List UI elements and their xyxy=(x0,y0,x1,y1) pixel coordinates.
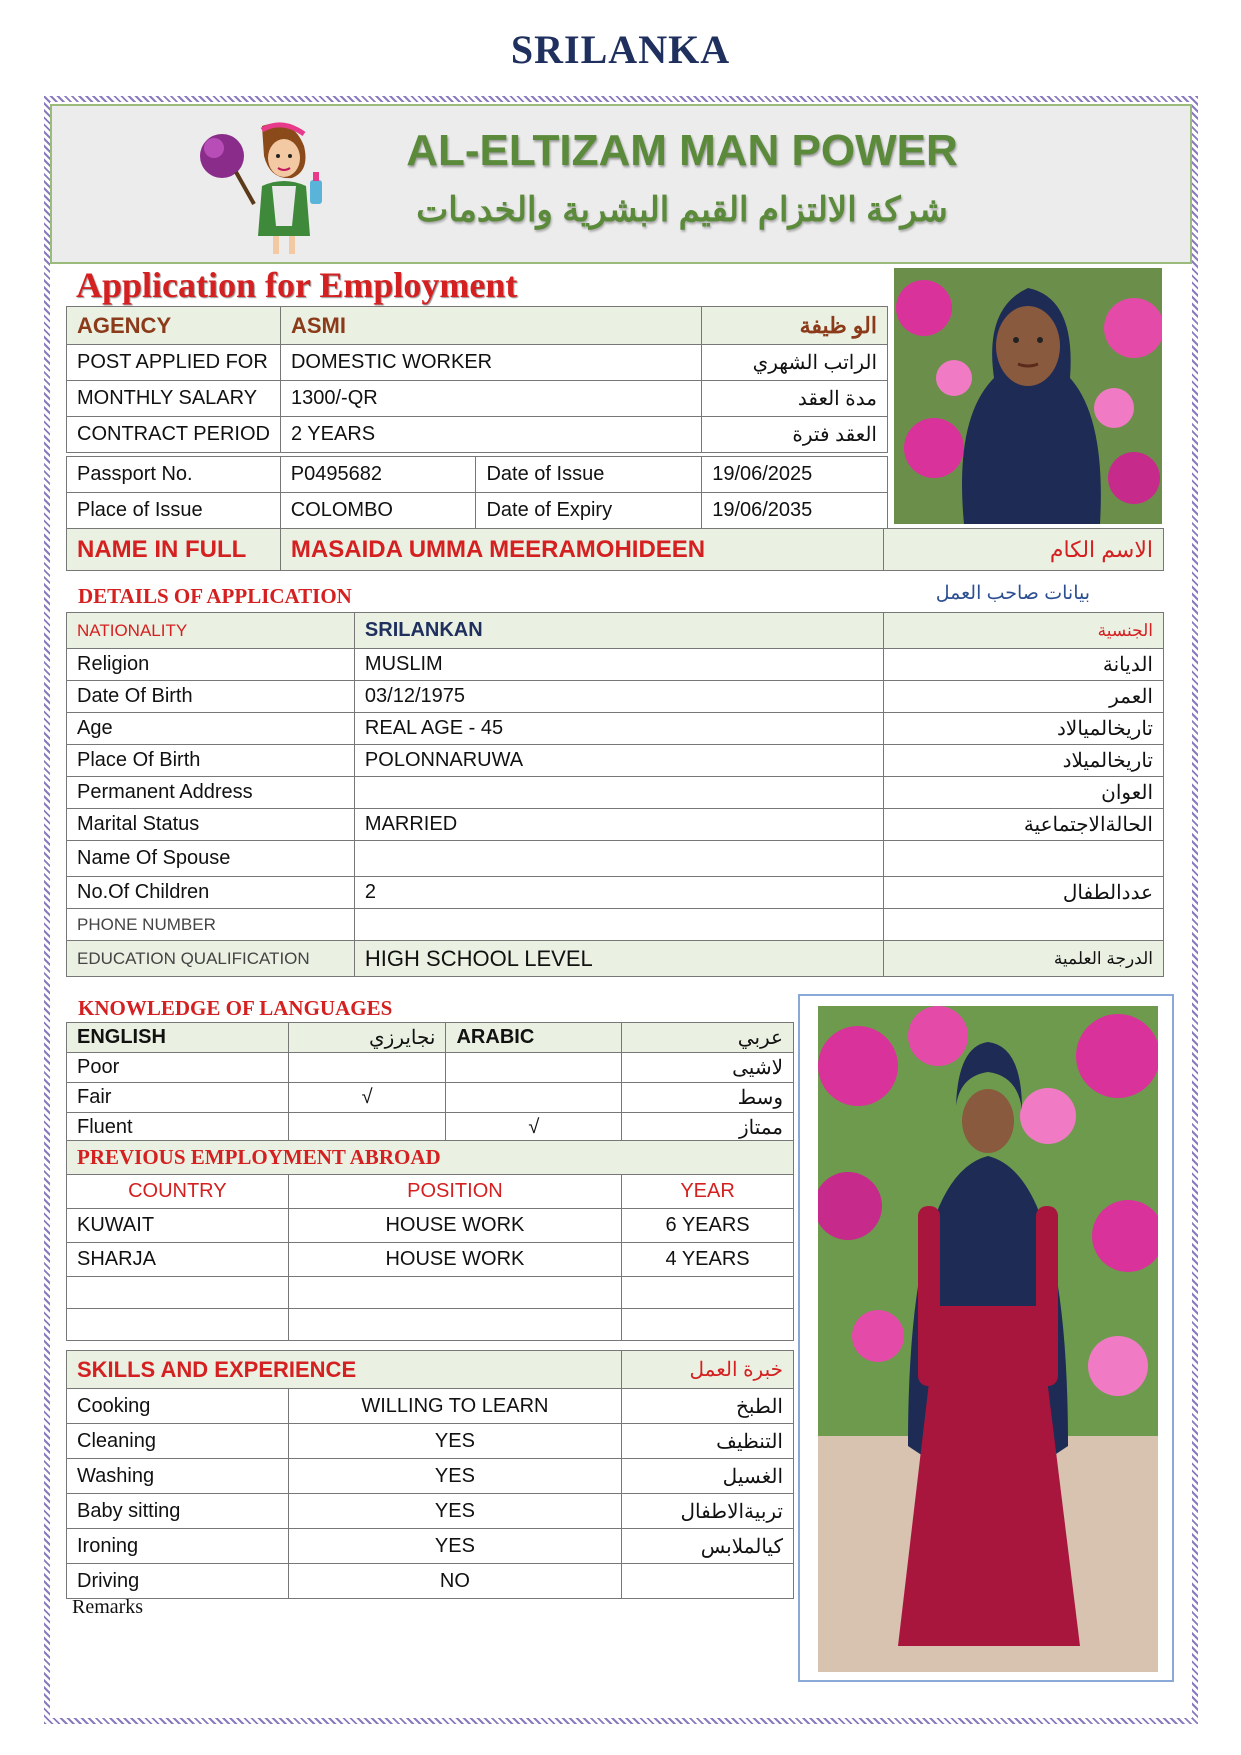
detail-label-arabic xyxy=(884,909,1164,941)
level-label-arabic: ممتاز xyxy=(622,1113,794,1143)
job-table xyxy=(66,306,888,453)
detail-value: MARRIED xyxy=(354,809,883,841)
issue-date-value: 19/06/2025 xyxy=(702,457,888,493)
skill-value: YES xyxy=(288,1529,622,1564)
table-row xyxy=(67,381,888,417)
detail-label: NATIONALITY xyxy=(67,613,355,649)
detail-label-arabic: تاريخالميالاد xyxy=(884,713,1164,745)
year-header: YEAR xyxy=(622,1175,794,1209)
table-row xyxy=(67,1564,794,1599)
employment-position xyxy=(288,1277,621,1309)
table-row xyxy=(67,1023,794,1053)
detail-label: Name Of Spouse xyxy=(67,841,355,877)
remarks-label: Remarks xyxy=(72,1596,144,1618)
skills-table xyxy=(66,1350,794,1599)
company-name-english: AL-ELTIZAM MAN POWER xyxy=(406,126,958,175)
skill-label-arabic: التنظيف xyxy=(622,1424,794,1459)
table-row xyxy=(67,841,1164,877)
job-label: MONTHLY SALARY xyxy=(67,381,281,417)
table-row xyxy=(67,1351,794,1389)
employment-position xyxy=(288,1309,621,1341)
table-row xyxy=(67,1389,794,1424)
passport-no-value: P0495682 xyxy=(280,457,476,493)
detail-value xyxy=(354,909,883,941)
detail-label: Religion xyxy=(67,649,355,681)
job-value: DOMESTIC WORKER xyxy=(280,345,701,381)
skill-label-arabic: الغسيل xyxy=(622,1459,794,1494)
detail-value: 2 xyxy=(354,877,883,909)
place-of-issue-value: COLOMBO xyxy=(280,493,476,529)
table-row xyxy=(67,1243,794,1277)
detail-label-arabic: الحالةالاجتماعية xyxy=(884,809,1164,841)
application-title: Application for Employment xyxy=(76,265,518,305)
employment-country xyxy=(67,1277,289,1309)
languages-section-title: KNOWLEDGE OF LANGUAGES xyxy=(78,996,393,1020)
details-section-title-arabic: بيانات صاحب العمل xyxy=(935,583,1090,604)
job-label-arabic: مدة العقد xyxy=(702,381,888,417)
detail-label-arabic: العوان xyxy=(884,777,1164,809)
job-label-arabic: الو ظيفة xyxy=(702,307,888,345)
table-row xyxy=(67,417,888,453)
skill-label-arabic: تربيةالاطفال xyxy=(622,1494,794,1529)
table-row xyxy=(67,1209,794,1243)
country-header: COUNTRY xyxy=(67,1175,289,1209)
english-header: ENGLISH xyxy=(67,1023,289,1053)
job-value: ASMI xyxy=(280,307,701,345)
job-value: 2 YEARS xyxy=(280,417,701,453)
table-row xyxy=(67,777,1164,809)
issue-date-label: Date of Issue xyxy=(476,457,702,493)
employment-position: HOUSE WORK xyxy=(288,1209,621,1243)
job-label: AGENCY xyxy=(67,307,281,345)
table-row xyxy=(67,681,1164,713)
applicant-full-body-photo xyxy=(818,1006,1158,1672)
employment-table xyxy=(66,1140,794,1341)
table-row xyxy=(67,1309,794,1341)
detail-label-arabic: تاريخالميلاد xyxy=(884,745,1164,777)
detail-value: REAL AGE - 45 xyxy=(354,713,883,745)
table-row xyxy=(67,493,888,529)
detail-label: Place Of Birth xyxy=(67,745,355,777)
detail-label-arabic xyxy=(884,841,1164,877)
job-label-arabic: العقد فترة xyxy=(702,417,888,453)
skill-value: YES xyxy=(288,1494,622,1529)
level-label: Fluent xyxy=(67,1113,289,1143)
detail-label-arabic: العمر xyxy=(884,681,1164,713)
table-row xyxy=(67,649,1164,681)
table-row xyxy=(67,877,1164,909)
employment-year: 4 YEARS xyxy=(622,1243,794,1277)
english-header-arabic: نجايرزي xyxy=(288,1023,446,1053)
level-label: Fair xyxy=(67,1083,289,1113)
skills-section-title-arabic: خبرة العمل xyxy=(622,1351,794,1389)
detail-label-arabic: الدرجة العلمية xyxy=(884,941,1164,977)
detail-label-arabic: الديانة xyxy=(884,649,1164,681)
skill-label: Cooking xyxy=(67,1389,289,1424)
english-mark xyxy=(288,1053,446,1083)
job-label: CONTRACT PERIOD xyxy=(67,417,281,453)
employment-position: HOUSE WORK xyxy=(288,1243,621,1277)
company-banner xyxy=(50,104,1192,264)
detail-value: HIGH SCHOOL LEVEL xyxy=(354,941,883,977)
employment-country xyxy=(67,1309,289,1341)
full-name-label-arabic: الاسم الكام xyxy=(884,529,1164,571)
level-label-arabic: وسط xyxy=(622,1083,794,1113)
detail-value xyxy=(354,777,883,809)
detail-label: Age xyxy=(67,713,355,745)
expiry-date-value: 19/06/2035 xyxy=(702,493,888,529)
skill-label: Ironing xyxy=(67,1529,289,1564)
level-label-arabic: لاشيى xyxy=(622,1053,794,1083)
skill-label-arabic: كيالملابس xyxy=(622,1529,794,1564)
detail-value: MUSLIM xyxy=(354,649,883,681)
passport-table xyxy=(66,456,888,529)
detail-label: Date Of Birth xyxy=(67,681,355,713)
table-row xyxy=(67,1494,794,1529)
applicant-portrait-photo xyxy=(894,268,1162,524)
place-of-issue-label: Place of Issue xyxy=(67,493,281,529)
table-row xyxy=(67,909,1164,941)
skill-label-arabic: الطبخ xyxy=(622,1389,794,1424)
skills-section-title: SKILLS AND EXPERIENCE xyxy=(67,1351,622,1389)
employment-country: SHARJA xyxy=(67,1243,289,1277)
detail-value xyxy=(354,841,883,877)
arabic-header: ARABIC xyxy=(446,1023,622,1053)
table-row xyxy=(67,1277,794,1309)
detail-value: 03/12/1975 xyxy=(354,681,883,713)
skill-label: Cleaning xyxy=(67,1424,289,1459)
skill-label: Washing xyxy=(67,1459,289,1494)
level-label: Poor xyxy=(67,1053,289,1083)
employment-year xyxy=(622,1309,794,1341)
skill-value: NO xyxy=(288,1564,622,1599)
table-row xyxy=(67,529,1164,571)
skill-value: YES xyxy=(288,1424,622,1459)
arabic-mark: √ xyxy=(446,1113,622,1143)
country-title: SRILANKA xyxy=(510,27,731,72)
detail-label: PHONE NUMBER xyxy=(67,909,355,941)
job-label: POST APPLIED FOR xyxy=(67,345,281,381)
details-section-title: DETAILS OF APPLICATION xyxy=(78,584,352,608)
english-mark xyxy=(288,1113,446,1143)
detail-label-arabic: الجنسية xyxy=(884,613,1164,649)
table-row xyxy=(67,941,1164,977)
detail-value: SRILANKAN xyxy=(354,613,883,649)
table-row xyxy=(67,1424,794,1459)
table-row xyxy=(67,1113,794,1143)
table-row xyxy=(67,345,888,381)
table-row xyxy=(67,613,1164,649)
skill-label: Baby sitting xyxy=(67,1494,289,1529)
skill-label: Driving xyxy=(67,1564,289,1599)
full-name-label: NAME IN FULL xyxy=(67,529,281,571)
expiry-date-label: Date of Expiry xyxy=(476,493,702,529)
maid-logo-icon xyxy=(192,116,342,256)
skill-value: YES xyxy=(288,1459,622,1494)
employment-year xyxy=(622,1277,794,1309)
table-row xyxy=(67,1459,794,1494)
detail-label: No.Of Children xyxy=(67,877,355,909)
table-row xyxy=(67,809,1164,841)
arabic-mark xyxy=(446,1083,622,1113)
detail-label: Marital Status xyxy=(67,809,355,841)
name-table xyxy=(66,528,1164,571)
table-row xyxy=(67,1175,794,1209)
skill-label-arabic xyxy=(622,1564,794,1599)
employment-section-title: PREVIOUS EMPLOYMENT ABROAD xyxy=(67,1141,794,1175)
table-row xyxy=(67,713,1164,745)
english-mark: √ xyxy=(288,1083,446,1113)
skill-value: WILLING TO LEARN xyxy=(288,1389,622,1424)
arabic-header-arabic: عربي xyxy=(622,1023,794,1053)
table-row xyxy=(67,457,888,493)
detail-value: POLONNARUWA xyxy=(354,745,883,777)
employment-year: 6 YEARS xyxy=(622,1209,794,1243)
passport-no-label: Passport No. xyxy=(67,457,281,493)
table-row xyxy=(67,1083,794,1113)
employment-country: KUWAIT xyxy=(67,1209,289,1243)
table-row xyxy=(67,1053,794,1083)
job-value: 1300/-QR xyxy=(280,381,701,417)
details-table xyxy=(66,612,1164,977)
detail-label-arabic: عددالطفال xyxy=(884,877,1164,909)
languages-table xyxy=(66,1022,794,1143)
full-name-value: MASAIDA UMMA MEERAMOHIDEEN xyxy=(280,529,884,571)
full-body-photo-frame xyxy=(798,994,1174,1682)
table-row xyxy=(67,1141,794,1175)
detail-label: Permanent Address xyxy=(67,777,355,809)
job-label-arabic: الراتب الشهري xyxy=(702,345,888,381)
table-row xyxy=(67,745,1164,777)
company-name-arabic: شركة الالتزام القيم البشرية والخدمات xyxy=(416,191,948,229)
detail-label: EDUCATION QUALIFICATION xyxy=(67,941,355,977)
position-header: POSITION xyxy=(288,1175,621,1209)
table-row xyxy=(67,1529,794,1564)
arabic-mark xyxy=(446,1053,622,1083)
table-row xyxy=(67,307,888,345)
